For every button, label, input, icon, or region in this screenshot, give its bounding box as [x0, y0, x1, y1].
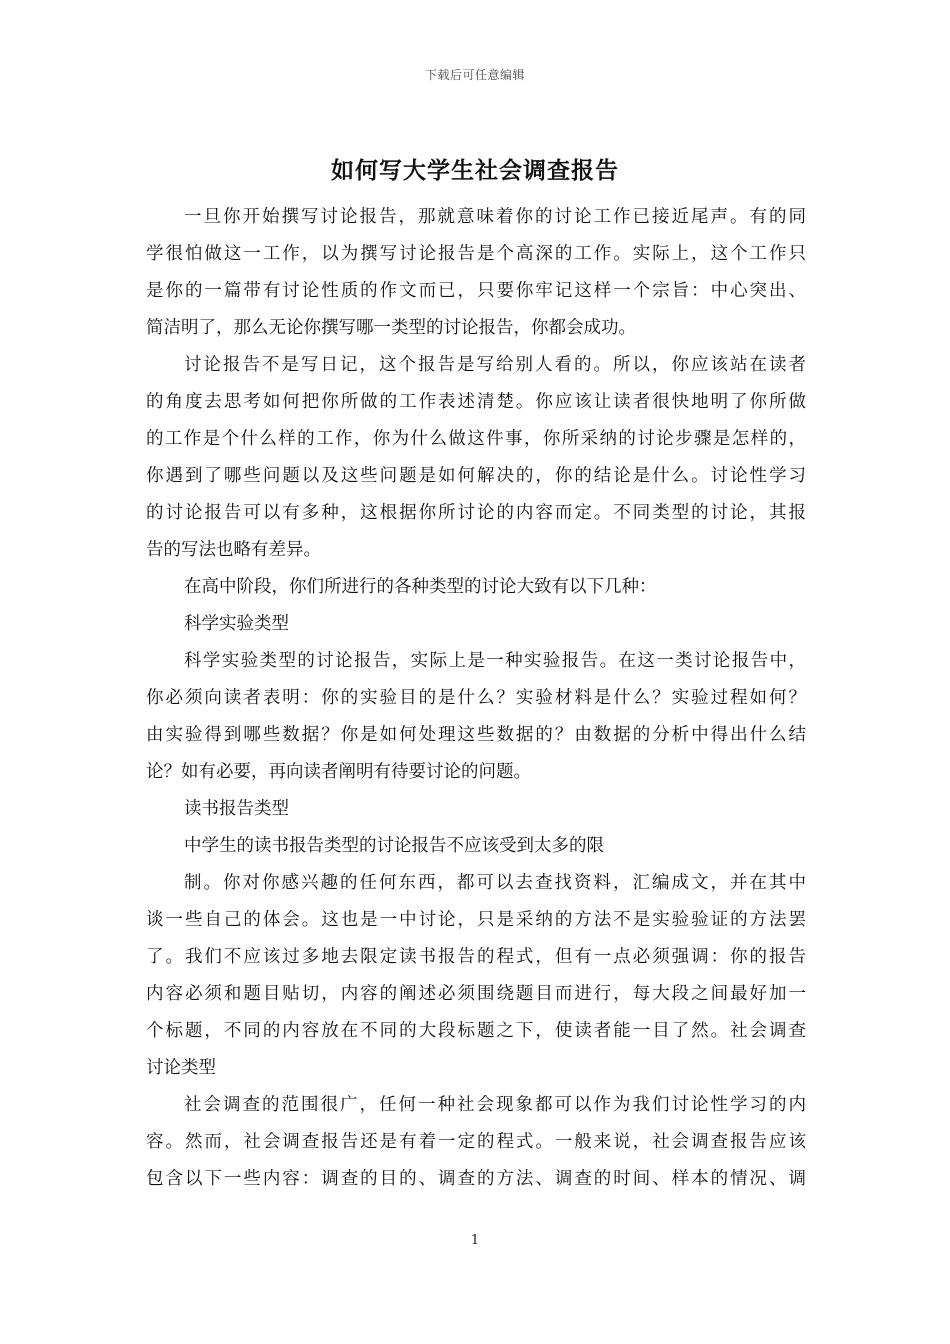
body-line: 科学实验类型的讨论报告，实际上是一种实验报告。在这一类讨论报告中，: [184, 651, 806, 671]
body-line: 告的写法也略有差异。: [146, 540, 321, 560]
body-line: 包含以下一些内容：调查的目的、调查的方法、调查的时间、样本的情况、调: [146, 1169, 806, 1189]
body-line: 了。我们不应该过多地去限定读书报告的程式，但有一点必须强调：你的报告: [146, 947, 806, 967]
body-line: 论？如有必要，再向读者阐明有待要讨论的问题。: [146, 762, 531, 782]
body-line: 内容必须和题目贴切，内容的阐述必须围绕题目而进行，每大段之间最好加一: [146, 984, 806, 1004]
section-heading: 读书报告类型: [184, 799, 289, 819]
body-line: 社会调查的范围很广，任何一种社会现象都可以作为我们讨论性学习的内: [184, 1095, 806, 1115]
body-line: 个标题，不同的内容放在不同的大段标题之下，使读者能一目了然。社会调查: [146, 1021, 806, 1041]
page-number: 1: [470, 1233, 480, 1248]
body-line: 你必须向读者表明：你的实验目的是什么？实验材料是什么？实验过程如何？: [146, 688, 806, 708]
body-line: 讨论报告不是写日记，这个报告是写给别人看的。所以，你应该站在读者: [184, 355, 806, 375]
body-line: 是你的一篇带有讨论性质的作文而已，只要你牢记这样一个宗旨：中心突出、: [146, 281, 806, 301]
body-line: 一旦你开始撰写讨论报告，那就意味着你的讨论工作已接近尾声。有的同: [184, 207, 806, 227]
body-line: 中学生的读书报告类型的讨论报告不应该受到太多的限: [184, 836, 604, 856]
body-line: 制。你对你感兴趣的任何东西，都可以去查找资料，汇编成文，并在其中: [184, 873, 806, 893]
body-line: 在高中阶段，你们所进行的各种类型的讨论大致有以下几种：: [184, 577, 657, 597]
document-title: 如何写大学生社会调查报告: [331, 157, 619, 184]
body-line: 的讨论报告可以有多种，这根据你所讨论的内容而定。不同类型的讨论，其报: [146, 503, 806, 523]
body-line: 由实验得到哪些数据？你是如何处理这些数据的？由数据的分析中得出什么结: [146, 725, 806, 745]
body-line: 的角度去思考如何把你所做的工作表述清楚。你应该让读者很快地明了你所做: [146, 392, 806, 412]
body-line: 的工作是个什么样的工作，你为什么做这件事，你所采纳的讨论步骤是怎样的，: [146, 429, 806, 449]
body-line: 简洁明了，那么无论你撰写哪一类型的讨论报告，你都会成功。: [146, 318, 636, 338]
body-line: 讨论类型: [146, 1058, 216, 1078]
body-line: 谈一些自己的体会。这也是一中讨论，只是采纳的方法不是实验验证的方法罢: [146, 910, 806, 930]
body-line: 你遇到了哪些问题以及这些问题是如何解决的，你的结论是什么。讨论性学习: [146, 466, 806, 486]
body-line: 容。然而，社会调查报告还是有着一定的程式。一般来说，社会调查报告应该: [146, 1132, 806, 1152]
body-line: 学很怕做这一工作，以为撰写讨论报告是个高深的工作。实际上，这个工作只: [146, 244, 806, 264]
header-note: 下载后可任意编辑: [424, 68, 525, 82]
document-body: [146, 199, 806, 1198]
section-heading: 科学实验类型: [184, 614, 289, 634]
